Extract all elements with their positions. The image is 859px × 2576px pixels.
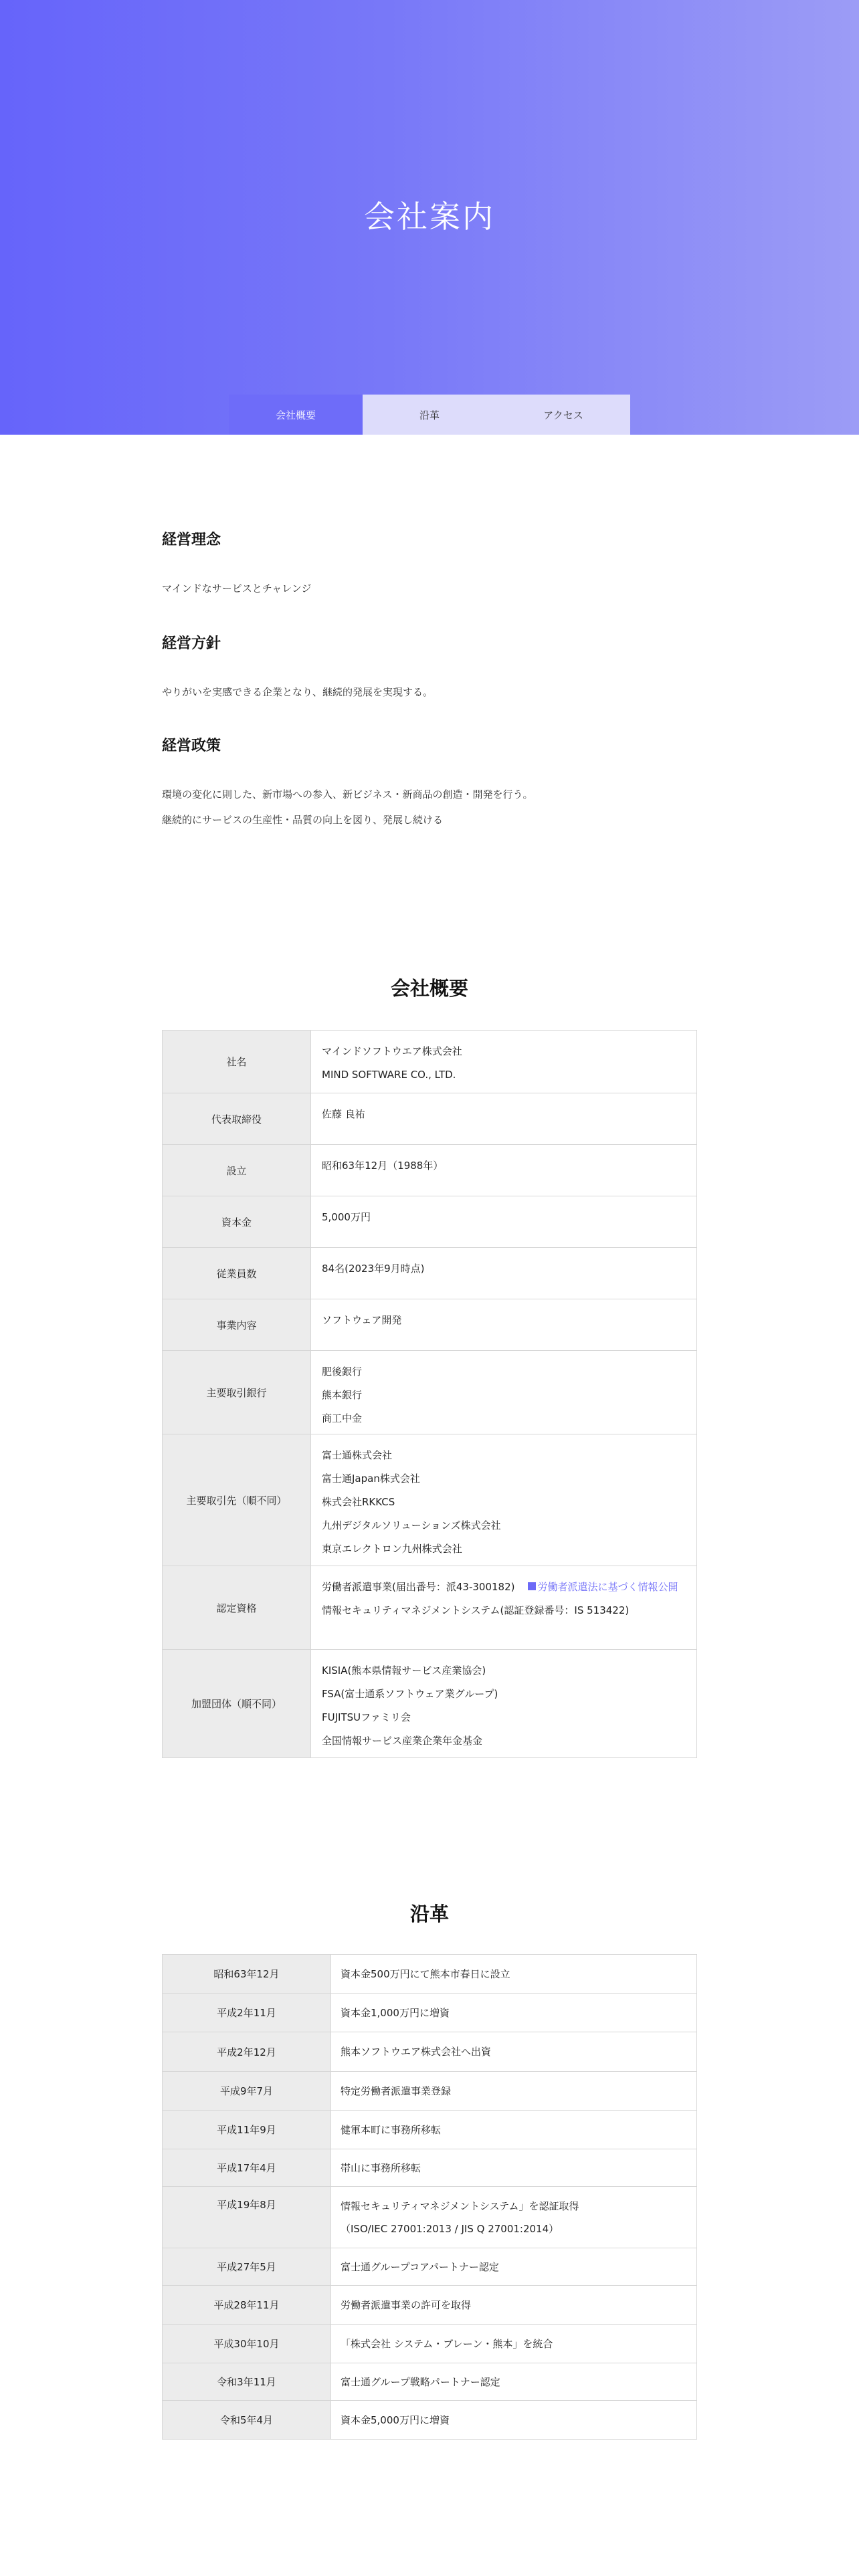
table-row <box>163 1955 697 1994</box>
org-item: KISIA(熊本県情報サービス産業協会) <box>322 1665 486 1677</box>
history-event: 情報セキュリティマネジメントシステム」を認証取得 <box>341 2199 579 2212</box>
table-row <box>163 1650 697 1758</box>
history-date: 平成19年8月 <box>163 2187 331 2248</box>
row-label: 事業内容 <box>163 1299 311 1351</box>
history-date: 平成2年12月 <box>163 2032 331 2072</box>
table-row <box>163 1434 697 1566</box>
management-philosophy <box>162 528 697 601</box>
philosophy-heading: 経営理念 <box>162 532 221 548</box>
org-item: FSA(富士通系ソフトウェア業グループ) <box>322 1688 498 1700</box>
row-label: 従業員数 <box>163 1248 311 1299</box>
table-row <box>163 2325 697 2363</box>
history-date: 平成9年7月 <box>163 2072 331 2111</box>
history-event: 帯山に事務所移転 <box>331 2149 697 2187</box>
table-row <box>163 2032 697 2072</box>
history-event: 労働者派遣事業の許可を取得 <box>331 2286 697 2325</box>
org-item: FUJITSUファミリ会 <box>322 1711 411 1723</box>
history-event: 富士通グループ戦略パートナー認定 <box>331 2363 697 2401</box>
history-date: 平成27年5月 <box>163 2248 331 2286</box>
philosophy-text: マインドなサービスとチャレンジ <box>162 582 312 595</box>
table-row <box>163 1248 697 1299</box>
client-item: 九州デジタルソリューションズ株式会社 <box>322 1519 501 1531</box>
history-event: 富士通グループコアパートナー認定 <box>331 2248 697 2286</box>
table-row <box>163 2149 697 2187</box>
table-row <box>163 2187 697 2248</box>
table-row <box>163 1566 697 1650</box>
row-label: 認定資格 <box>163 1566 311 1650</box>
disclosure-link[interactable]: 労働者派遣法に基づく情報公開 <box>537 1581 678 1593</box>
client-item: 株式会社RKKCS <box>322 1496 395 1508</box>
org-item: 全国情報サービス産業企業年金基金 <box>322 1735 483 1747</box>
history-event: 資本金500万円にて熊本市春日に設立 <box>331 1955 697 1994</box>
isms-certification: 情報セキュリティマネジメントシステム(認証登録番号：IS 513422) <box>322 1604 630 1616</box>
established: 昭和63年12月（1988年） <box>322 1160 444 1172</box>
history-date: 昭和63年12月 <box>163 1955 331 1994</box>
strategy-text-2: 継続的にサービスの生産性・品質の向上を図り、発展し続ける <box>162 814 444 826</box>
table-row <box>163 1093 697 1145</box>
history-date: 平成11年9月 <box>163 2111 331 2149</box>
history-date: 平成28年11月 <box>163 2286 331 2325</box>
row-label: 代表取締役 <box>163 1093 311 1145</box>
hero-banner <box>0 0 859 435</box>
overview-title: 会社概要 <box>390 977 468 1000</box>
tab-access[interactable]: アクセス <box>496 395 630 435</box>
table-row <box>163 2286 697 2325</box>
table-row <box>163 1994 697 2032</box>
bank-item: 商工中金 <box>322 1412 363 1424</box>
table-row <box>163 1351 697 1434</box>
company-name: マインドソフトウエア株式会社 <box>322 1045 462 1057</box>
tab-company-overview[interactable]: 会社概要 <box>229 395 363 435</box>
history-table <box>162 1954 697 2440</box>
representative: 佐藤 良祐 <box>322 1108 365 1120</box>
policy-heading: 経営方針 <box>162 635 221 652</box>
management-policy <box>162 632 697 705</box>
bank-item: 熊本銀行 <box>322 1389 363 1401</box>
table-row <box>163 2401 697 2440</box>
business: ソフトウェア開発 <box>322 1314 402 1326</box>
row-label: 資本金 <box>163 1196 311 1248</box>
row-label: 主要取引先（順不同） <box>163 1434 311 1566</box>
history-event: 特定労働者派遣事業登録 <box>331 2072 697 2111</box>
row-label: 主要取引銀行 <box>163 1351 311 1434</box>
history-date: 平成2年11月 <box>163 1994 331 2032</box>
company-name-en: MIND SOFTWARE CO., LTD. <box>322 1069 456 1081</box>
history-title: 沿革 <box>409 1903 449 1925</box>
table-row <box>163 2111 697 2149</box>
history-date: 令和3年11月 <box>163 2363 331 2401</box>
table-row <box>163 1145 697 1196</box>
table-row <box>163 2248 697 2286</box>
table-row <box>163 1299 697 1351</box>
history-event: 資本金1,000万円に増資 <box>331 1994 697 2032</box>
strategy-heading: 経営政策 <box>162 738 221 754</box>
history-event: 資本金5,000万円に増資 <box>331 2401 697 2440</box>
history-event: 熊本ソフトウエア株式会社へ出資 <box>331 2032 697 2072</box>
company-overview-table <box>162 1030 697 1758</box>
strategy-text-1: 環境の変化に則した、新市場への参入、新ビジネス・新商品の創造・開発を行う。 <box>162 788 533 800</box>
history-date: 令和5年4月 <box>163 2401 331 2440</box>
section-tabs <box>229 395 630 435</box>
row-label: 設立 <box>163 1145 311 1196</box>
tab-history[interactable]: 沿革 <box>363 395 496 435</box>
history-event-note: （ISO/IEC 27001:2013 / JIS Q 27001:2014） <box>341 2222 559 2235</box>
history-date: 平成17年4月 <box>163 2149 331 2187</box>
capital: 5,000万円 <box>322 1211 371 1223</box>
client-item: 東京エレクトロン九州株式会社 <box>322 1543 462 1555</box>
row-label: 加盟団体（順不同） <box>163 1650 311 1758</box>
management-strategy <box>162 734 697 833</box>
employees: 84名(2023年9月時点) <box>322 1263 425 1275</box>
client-item: 富士通株式会社 <box>322 1449 393 1461</box>
dispatch-license: 労働者派遣事業(届出番号：派43-300182) <box>322 1581 515 1593</box>
table-row <box>163 1031 697 1093</box>
table-row <box>163 1196 697 1248</box>
history-date: 平成30年10月 <box>163 2325 331 2363</box>
bank-item: 肥後銀行 <box>322 1366 363 1378</box>
policy-text: やりがいを実感できる企業となり、継続的発展を実現する。 <box>162 686 434 698</box>
history-event: 「株式会社 システム・ブレーン・熊本」を統合 <box>331 2325 697 2363</box>
row-label: 社名 <box>163 1031 311 1093</box>
client-item: 富士通Japan株式会社 <box>322 1473 420 1485</box>
square-icon <box>528 1582 536 1590</box>
history-event: 健軍本町に事務所移転 <box>331 2111 697 2149</box>
table-row <box>163 2072 697 2111</box>
page-title: 会社案内 <box>364 199 495 235</box>
table-row <box>163 2363 697 2401</box>
